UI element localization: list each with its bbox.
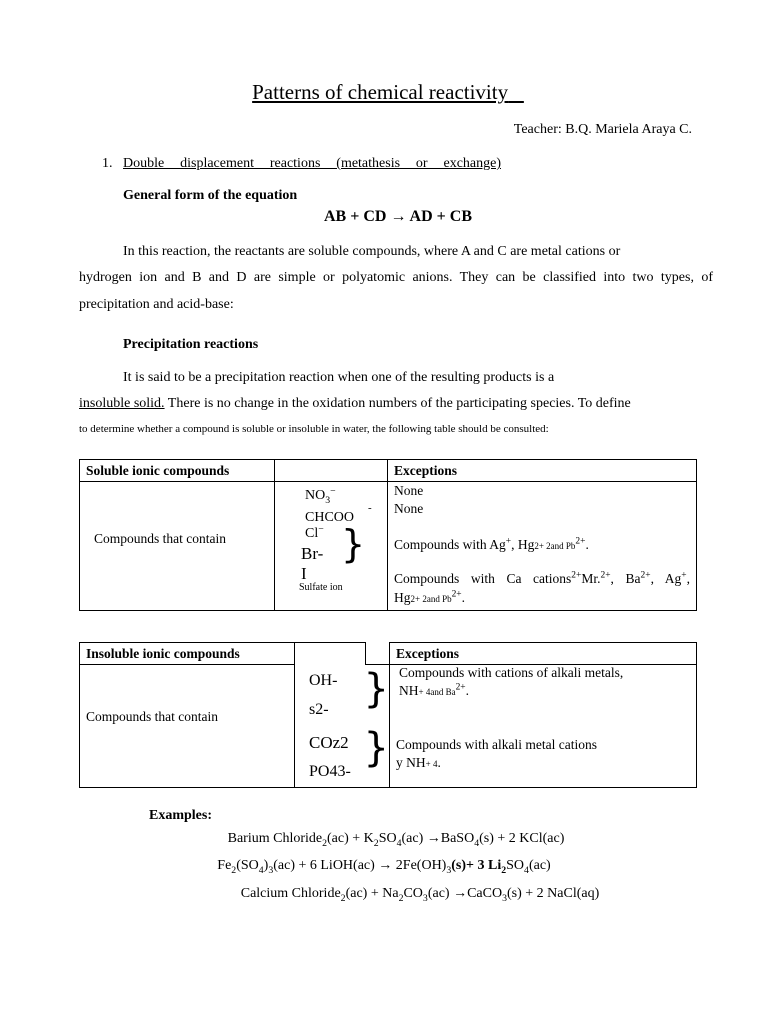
insoluble-row-label-cell xyxy=(80,665,295,788)
soluble-header: Soluble ionic compounds xyxy=(80,460,275,482)
anion-phosphate: PO43- xyxy=(309,762,351,780)
insoluble-exception-2: NH+ 4and $Ba^{2+}$. xyxy=(399,682,469,698)
section-heading: Double displacement reactions (metathesis or exchange) xyxy=(123,156,501,171)
insoluble-compounds-table xyxy=(79,642,697,788)
soluble-compounds-table xyxy=(79,459,697,611)
intro-line-3: precipitation and acid-base: xyxy=(79,297,234,312)
example-3: Calcium Chloride$_2$(ac) + $Na_2CO_3(ac)$ →CaCO$_3$(s) + 2 NaCl(aq) xyxy=(240,886,600,904)
general-form-heading: General form of the equation xyxy=(123,188,298,203)
insoluble-header-gap xyxy=(366,643,390,665)
general-equation: AB + CD → AD + CB xyxy=(323,208,473,225)
example-1: Barium Chloride$_2$(ac) + $K_2SO_4(ac)$ →BaSO$_4$(s) + 2 KCl(ac) xyxy=(227,831,565,849)
halide-brace-icon: } xyxy=(341,522,366,566)
insoluble-brace-cell xyxy=(363,665,390,788)
insoluble-exception-3: Compounds with alkali metal cations xyxy=(396,737,597,752)
insoluble-row-label: Compounds that contain xyxy=(86,709,218,724)
anion-bromide: Br- xyxy=(301,544,324,563)
insoluble-solid-term: insoluble solid. xyxy=(79,396,165,411)
section-number: 1. xyxy=(102,156,113,171)
anion-sulfate: Sulfate ion xyxy=(299,582,343,593)
precipitation-heading: Precipitation reactions xyxy=(123,337,259,352)
intro-line-1: In this reaction, the reactants are soluble compounds, where A and C are metal cations or xyxy=(123,244,621,259)
precip-line-2: insoluble solid. There is no change in the oxidation numbers of the participating species. To define xyxy=(79,396,631,411)
insoluble-header-blank xyxy=(295,643,366,665)
anion-hydroxide: OH- xyxy=(309,671,338,689)
insoluble-exception-4: y NH+ 4. xyxy=(396,755,441,770)
soluble-exceptions-header: Exceptions xyxy=(388,460,697,482)
anion-chloride: Cl− xyxy=(305,523,324,541)
precip-line-3: to determine whether a compound is soluble or insoluble in water, the following table should be consulted: xyxy=(79,423,549,435)
soluble-exceptions-cell xyxy=(388,482,697,611)
insoluble-exception-1: Compounds with cations of alkali metals, xyxy=(399,665,624,680)
hydroxide-sulfide-brace-icon: } xyxy=(363,666,389,712)
examples-heading: Examples: xyxy=(149,808,212,823)
soluble-exception-nitrate: None xyxy=(394,483,424,498)
soluble-exception-sulfate: Compounds with Ca cations$^{2+}$Mr.$^{2+}$, $Ba^{2+}$, Ag+, xyxy=(394,570,690,586)
intro-line-2: hydrogen ion and B and D are simple or polyatomic anions. They can be classified into two types, of xyxy=(79,270,713,285)
insoluble-exceptions-header: Exceptions xyxy=(390,643,697,665)
example-2: $Fe_2(SO_4)_3(ac) + 6$ LiOH(ac) → $2Fe(OH)_3(s)+ 3$ $Li_2SO_4(ac)$ xyxy=(217,858,551,876)
soluble-row-label-cell xyxy=(80,482,275,611)
soluble-anions-cell xyxy=(275,482,388,611)
anion-acetate-charge: - xyxy=(368,502,372,514)
anion-nitrate: $NO_3^-$ xyxy=(305,485,336,506)
page-title: Patterns of chemical reactivity xyxy=(252,80,509,104)
insoluble-anions-cell xyxy=(295,665,366,788)
soluble-exception-sulfate-cont: Hg2+ 2and $Pb^{2+}$. xyxy=(394,589,465,605)
precip-line-1: It is said to be a precipitation reaction when one of the resulting products is a xyxy=(123,370,555,385)
soluble-exception-halides: Compounds with Ag+, Hg2+ 2and $Pb^{2+}$. xyxy=(394,536,589,552)
anion-iodide: I xyxy=(301,564,307,583)
carbonate-phosphate-brace-icon: } xyxy=(363,725,389,771)
teacher-line: Teacher: B.Q. Mariela Araya C. xyxy=(513,122,692,137)
insoluble-header: Insoluble ionic compounds xyxy=(80,643,295,665)
anion-acetate: CHCOO xyxy=(305,510,355,525)
insoluble-exceptions-cell xyxy=(390,665,697,788)
soluble-row-label: Compounds that contain xyxy=(94,531,226,546)
anion-carbonate: COz2 xyxy=(309,732,349,752)
anion-sulfide: s2- xyxy=(309,700,329,718)
soluble-exception-acetate: None xyxy=(394,501,424,516)
soluble-header-blank xyxy=(275,460,388,482)
